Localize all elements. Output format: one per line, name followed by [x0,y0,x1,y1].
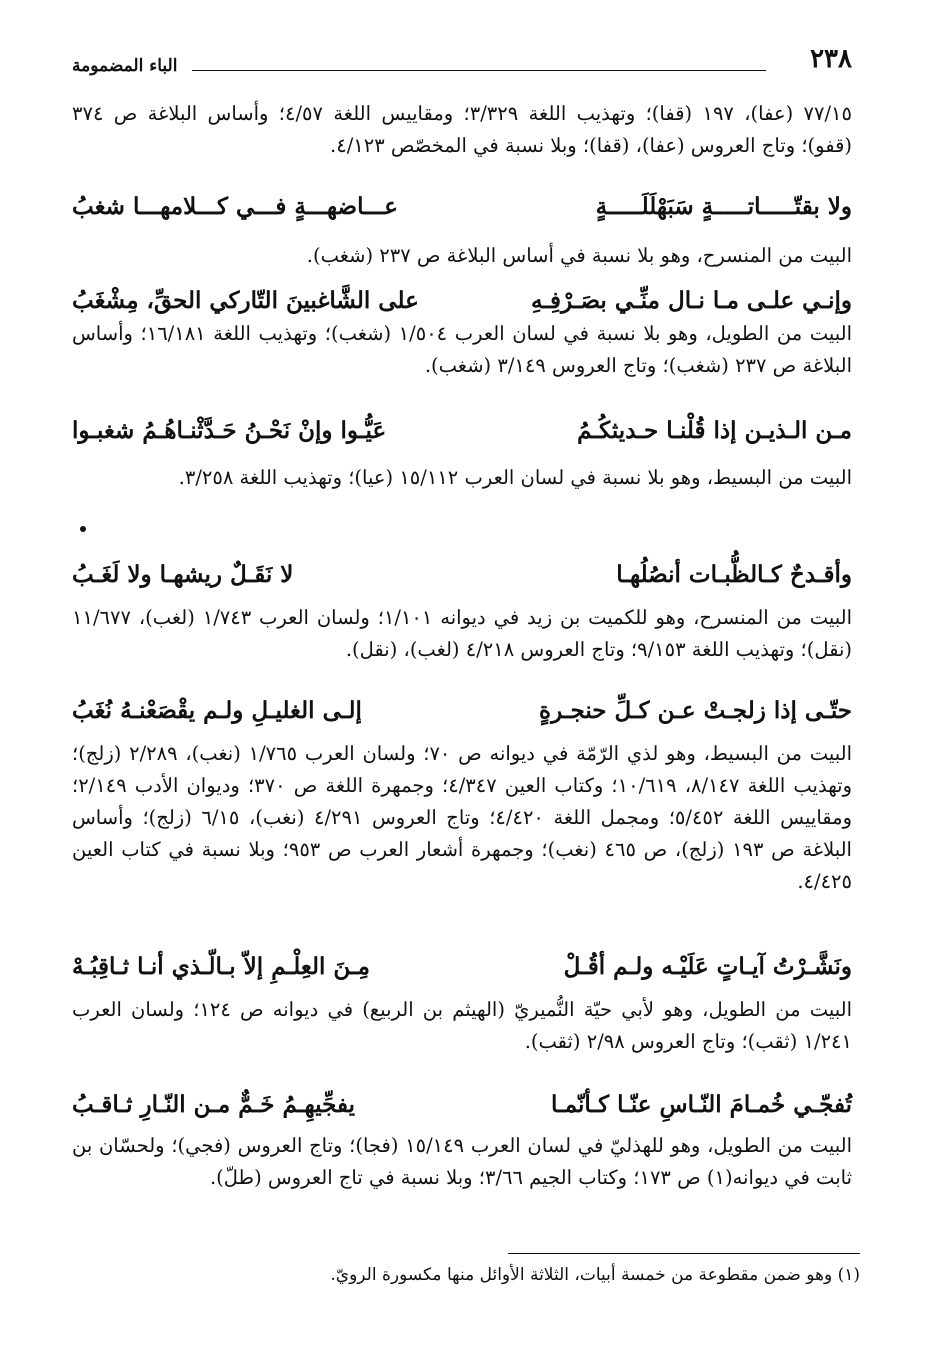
verse-first-hemistich: تُفجّـي خُمـامَ النّـاسِ عنّـا كـأنّمـا [550,1091,852,1118]
reference-paragraph [72,240,852,272]
verse-first-hemistich: حتّـى إذا زلجـتْ عـن كـلِّ حنجـرةٍ [539,697,852,724]
verse-second-hemistich: يفجِّيهِـمُ خَـمٌّ مـن النّـارِ ثـاقـبُ [72,1091,355,1118]
paragraph-text: ٧٧/١٥ (عفا)، ١٩٧ (قفا)؛ وتهذيب اللغة ٣/٣٢٩؛ ومقاييس اللغة ٤/٥٧؛ وأساس البلاغة ص ٣٧٤ (قفو)؛ وتاج العروس (عفا)، (قفا)؛ وبلا نسبة في المخصّص ٤/١٢٣. [72,102,852,157]
verse-first-hemistich: ولا بقتّـــــاتـــــةٍ سَبَهْلَلَـــــةٍ [595,193,852,220]
paragraph-text: البيت من المنسرح، وهو للكميت بن زيد في ديوانه ١/١٠١؛ ولسان العرب ١/٧٤٣ (لغب)، ١١/٦٧٧ (نقل)؛ وتهذيب اللغة ٩/١٥٣؛ وتاج العروس ٤/٢١٨ (لغب)، (نقل). [72,606,853,661]
verse [72,1088,852,1122]
verse-first-hemistich: وأقـدحٌ كـالظُّبـات أنصُلُهـا [616,561,852,588]
reference-paragraph [72,994,852,1058]
verse [72,694,852,728]
paragraph-text: البيت من الطويل، وهو للهذليّ في لسان العرب ١٥/١٤٩ (فجا)؛ وتاج العروس (فجي)؛ ولحسّان بن ثابت في ديوانه(١) ص ١٧٣؛ وكتاب الجيم ٣/٦٦؛ وبلا نسبة في تاج العروس (طلّ). [72,1134,852,1189]
verse-second-hemistich: على الشَّاغبينَ التّاركي الحقِّ، مِشْغَبُ [72,287,419,314]
verse-second-hemistich: لا نَقَـلٌ ريشهـا ولا لَغَـبُ [72,561,294,588]
paragraph-text: البيت من الطويل، وهو لأبي حيّة النُّميريّ (الهيثم بن الربيع) في ديوانه ص ١٢٤؛ ولسان العرب ١/٢٤١ (ثقب)؛ وتاج العروس ٢/٩٨ (ثقب). [72,998,852,1053]
verse [72,190,852,224]
verse-second-hemistich: عـــاضهـــةٍ فـــي كـــلامهـــا شغبُ [72,193,399,220]
paragraph-text: البيت من البسيط، وهو لذي الرّمّة في ديوانه ص ٧٠؛ ولسان العرب ١/٧٦٥ (نغب)، ٢/٢٨٩ (زلج)؛ وتهذيب اللغة ٨/١٤٧، ١٠/٦١٩؛ وكتاب العين ٤/٣٤٧؛ وجمهرة اللغة ص ٣٧٠؛ وديوان الأدب ٢/١٤٩؛ ومقاييس اللغة ٥/٤٥٢؛ ومجمل اللغة ٤/٤٢٠؛ وتاج العروس ٤/٢٩١ (نغب)، ٦/١٥ (زلج)؛ وأساس البلاغة ص ١٩٣ (زلج)، ص ٤٦٥ (نغب)؛ وجمهرة أشعار العرب ص ٩٥٣؛ وبلا نسبة في كتاب العين ٤/٤٢٥. [72,742,853,893]
footnote: (١) وهو ضمن مقطوعة من خمسة أبيات، الثلاثة الأوائل منها مكسورة الرويّ. [330,1265,860,1285]
verse [72,284,852,318]
page-header [72,44,852,76]
verse [72,558,852,592]
verse-second-hemistich: إلـى الغليـلِ ولـم يقْصَعْنـهُ نُغَبُ [72,697,362,724]
reference-paragraph [72,1130,852,1194]
verse-second-hemistich: عَيُّـوا وإنْ نَحْـنُ حَـدَّثْنـاهُـمُ شغبـوا [72,417,387,444]
verse [72,414,852,448]
reference-paragraph [72,462,852,494]
footnote-rule [508,1253,860,1254]
verse-second-hemistich: مِـنَ العِلْـمِ إلاّ بـالّـذي أنـا ثـاقِبُـهْ [72,953,370,980]
paragraph-text: البيت من البسيط، وهو بلا نسبة في لسان العرب ١٥/١١٢ (عيا)؛ وتهذيب اللغة ٣/٢٥٨. [178,466,852,489]
reference-paragraph [72,98,852,162]
reference-paragraph [72,318,852,382]
reference-paragraph [72,738,852,898]
paragraph-text: البيت من المنسرح، وهو بلا نسبة في أساس البلاغة ص ٢٣٧ (شغب). [306,244,852,267]
reference-paragraph [72,602,852,666]
running-title: الباء المضمومة [72,56,178,76]
verse-first-hemistich: وإنـي علـى مـا نـال منِّـي بصَـرْفِـهِ [530,287,852,314]
stray-dot-mark [80,526,86,532]
verse-first-hemistich: مـن الـذيـن إذا قُلْنـا حـديثكُـمُ [577,417,852,444]
page-number: ٢٣٨ [810,44,852,74]
header-rule [192,70,766,71]
paragraph-text: البيت من الطويل، وهو بلا نسبة في لسان العرب ١/٥٠٤ (شغب)؛ وتهذيب اللغة ١٦/١٨١؛ وأساس البلاغة ص ٢٣٧ (شغب)؛ وتاج العروس ٣/١٤٩ (شغب). [72,322,852,377]
verse-first-hemistich: ونَشَّـرْتُ آيـاتٍ عَلَيْـه ولـم أقُـلْ [563,953,852,980]
verse [72,950,852,984]
